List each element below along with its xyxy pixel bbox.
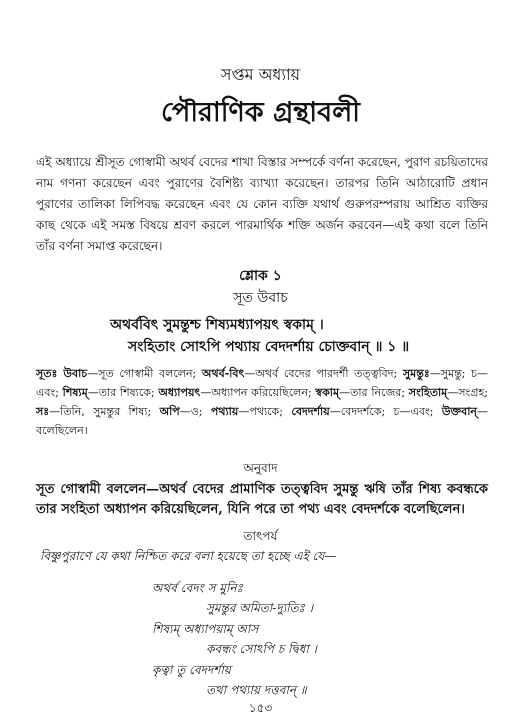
synonym-item: সূতঃ উবাচ—সূত গোস্বামী বললেন; xyxy=(36,367,202,380)
synonym-item: সঃ—তিনি, সুমন্তুর শিষ্য; xyxy=(36,405,160,418)
synonym-item: উক্তবান্—বলেছিলেন। xyxy=(36,405,488,437)
synonym-item: স্বকাম্—তার নিজের; xyxy=(315,386,409,399)
page-number: ১৫৩ xyxy=(248,701,273,715)
chapter-summary: এই অধ্যায়ে শ্রীসূত গোস্বামী অথর্ব বেদের শাখা বিস্তার সম্পর্কে বর্ণনা করেছেন, পুরাণ রচয়িতাদের নাম গণনা করেছেন এবং পুরাণের বৈশিষ্ট্য ব্যাখ্যা করেছেন। তারপর তিনি আঠারোটি প্রধান পুরাণের তালিকা লিপিবদ্ধ করেছেন এবং যে কোন ব্যক্তি যথার্থ গুরুপরম্পরায় আশ্রিত ব্যক্তির কাছ থেকে এই সমস্ত বিষয়ে শ্রবণ করলে পারমার্থিক শক্তি অর্জন করবেন—এই কথা বলে তিনি তাঁর বর্ণনা সমাপ্ত করেছেন। xyxy=(36,155,488,253)
verse-speaker: সূত উবাচ xyxy=(233,290,288,306)
quote-line: শিষ্যম্ অধ্যাপয়াম্ আস xyxy=(152,622,259,636)
synonym-item: বেদদর্শায়—বেদদর্শকে; চ—এবং; xyxy=(291,405,442,418)
synonym-item: অথর্ব-বিৎ—অথর্ব বেদের পারদর্শী তত্ত্ববিদ; xyxy=(201,367,403,380)
quote-line: তথা পথ্যায় দত্তবান্ ॥ xyxy=(206,683,307,697)
chapter-title: পৌরাণিক গ্রন্থাবলী xyxy=(161,97,360,128)
chapter-heading: সপ্তম অধ্যায় xyxy=(220,65,301,84)
quote-line: কবন্ধং সোঽপি চ দ্বিধা । xyxy=(206,642,317,656)
quote-line: কৃত্বা তু বেদদর্শায় xyxy=(152,663,231,677)
translation-text: সূত গোস্বামী বললেন—অথর্ব বেদের প্রামাণিক তত্ত্ববিদ সুমন্তু ঋষি তাঁর শিষ্য কবন্ধকে তার সংহিতা অধ্যাপন করিয়েছিলেন, যিনি পরে তা পথ্য এবং বেদদর্শকে বলেছিলেন। xyxy=(36,482,488,517)
verse-line-1: অথর্ববিৎ সুমন্তুশ্চ শিষ্যমধ্যাপয়ৎ স্বকাম্ । xyxy=(110,317,324,333)
quote-line: অথর্ব বেদং স মুনিঃ xyxy=(152,581,243,595)
synonym-item: সুমন্তুঃ—সুমন্তু; চ—এবং; xyxy=(36,367,488,399)
translation-heading: অনুবাদ xyxy=(243,461,278,475)
word-meanings xyxy=(36,364,488,440)
verse-heading: শ্লোক ১ xyxy=(239,268,282,284)
synonym-item: পথ্যায়—পথ্যকে; xyxy=(210,405,292,418)
synonym-item: সংহিতাম্—সংগ্রহ; xyxy=(408,386,489,399)
synonym-item: শিষ্যম্—তার শিষ্যকে; xyxy=(62,386,159,399)
purport-heading: তাৎপর্য xyxy=(243,529,278,543)
synonym-item: অপি—ও; xyxy=(159,405,211,418)
quote-line: সুমন্তুর অমিতা-দ্যুতিঃ । xyxy=(206,601,314,615)
verse-line-2: সংহিতাং সোঽপি পথ্যায় বেদদর্শায় চোক্তবান্ ॥ ১ ॥ xyxy=(128,339,410,355)
synonym-item: অধ্যাপয়ৎ—অধ্যাপন করিয়েছিলেন; xyxy=(158,386,316,399)
purport-intro: বিষ্ণুপুরাণে যে কথা নিশ্চিত করে বলা হয়েছে তা হচ্ছে এই যে— xyxy=(40,549,337,563)
